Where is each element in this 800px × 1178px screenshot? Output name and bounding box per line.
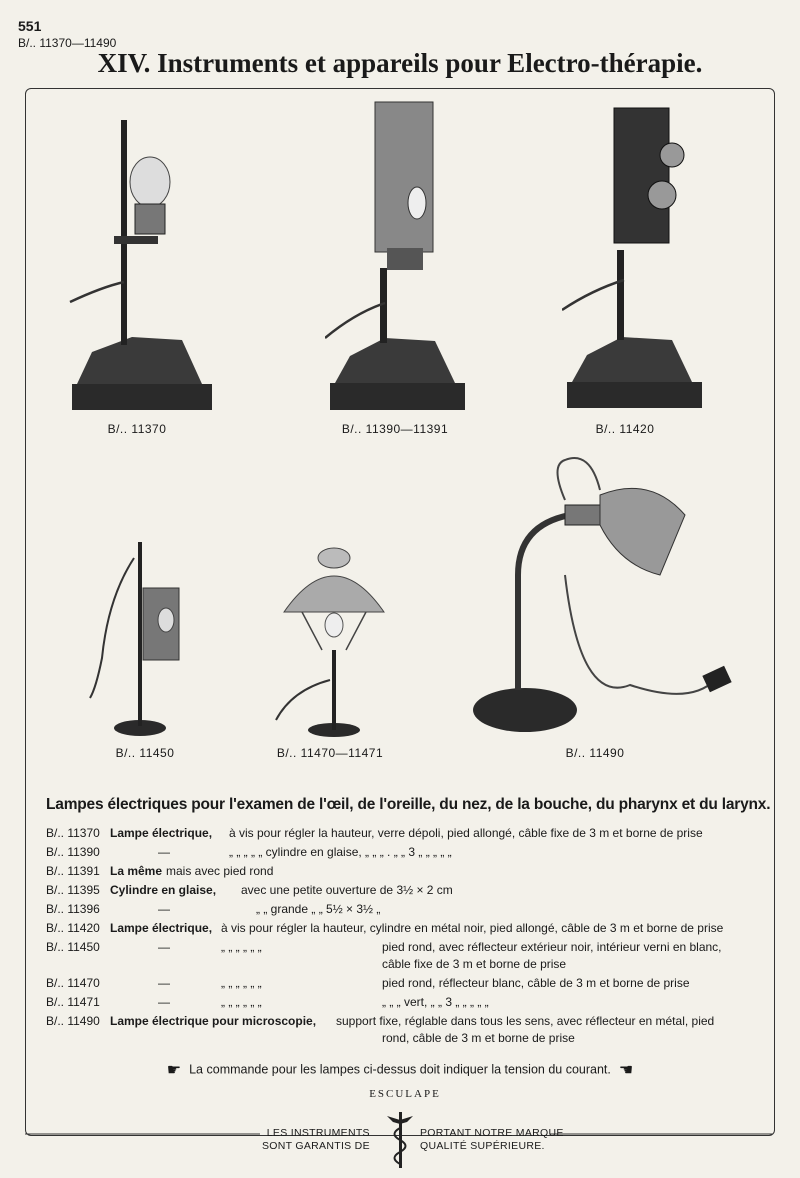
pointing-hand-icon: ☚ — [618, 1062, 634, 1079]
lamp-reflector-icon — [88, 538, 188, 738]
list-item — [46, 883, 771, 902]
item-name: Lampe électrique, — [110, 921, 213, 935]
figure-caption: B/.. 11390—11391 — [341, 422, 449, 436]
item-dash: — — [158, 940, 170, 954]
list-item — [46, 845, 771, 864]
reference-range: B/.. 11370—11490 — [18, 36, 117, 50]
item-reference: B/.. 11490 — [46, 1014, 100, 1028]
product-list — [46, 826, 771, 1050]
item-reference: B/.. 11450 — [46, 940, 100, 954]
item-description: à vis pour régler la hauteur, cylindre en métal noir, pied allongé, câble de 3 m et borne de prise — [221, 921, 724, 935]
item-reference: B/.. 11470 — [46, 976, 100, 990]
item-name: Cylindre en glaise, — [110, 883, 217, 897]
item-reference: B/.. 11395 — [46, 883, 100, 897]
lamp-clay-cylinder-icon — [325, 98, 475, 418]
footer-left-line1: LES INSTRUMENTS — [266, 1127, 370, 1139]
item-description: à vis pour régler la hauteur, verre dépoli, pied allongé, câble fixe de 3 m et borne de prise — [229, 826, 703, 840]
item-ditto: „ „ „ „ „ „ — [221, 940, 262, 954]
figure-caption: B/.. 11470—11471 — [276, 746, 384, 760]
lamp-metal-cylinder-icon — [562, 100, 712, 415]
list-item — [46, 995, 771, 1014]
item-description: pied rond, avec réflecteur extérieur noir, intérieur verni en blanc, — [382, 940, 722, 954]
item-reference: B/.. 11471 — [46, 995, 100, 1009]
item-description: „ „ „ vert, „ „ 3 „ „ „ „ „ — [382, 995, 489, 1009]
figure-caption: B/.. 11420 — [595, 422, 655, 436]
item-name: La même — [110, 864, 163, 878]
item-dash: — — [158, 976, 170, 990]
footer-right — [420, 1127, 564, 1153]
microscope-lamp-icon — [470, 455, 740, 740]
list-item — [46, 902, 771, 921]
item-dash: — — [158, 902, 170, 916]
footer-left — [262, 1127, 370, 1153]
figure-caption: B/.. 11450 — [115, 746, 175, 760]
footer-right-line2: QUALITÉ SUPÉRIEURE. — [420, 1140, 545, 1152]
list-item — [46, 976, 771, 995]
section-heading: Lampes électriques pour l'examen de l'œil, de l'oreille, du nez, de la bouche, du pharynx et du larynx. — [46, 796, 771, 813]
lamp-bulb-stand-icon — [62, 112, 222, 422]
list-item — [46, 826, 771, 845]
item-description: „ „ „ „ „ cylindre en glaise, „ „ „ . „ „ 3 „ „ „ „ „ — [229, 845, 452, 859]
item-description: pied rond, réflecteur blanc, câble de 3 m et borne de prise — [382, 976, 690, 990]
page-number: 551 — [18, 18, 42, 34]
footer-right-line1: PORTANT NOTRE MARQUE — [420, 1127, 564, 1139]
item-name: Lampe électrique, — [110, 826, 213, 840]
order-note-text: La commande pour les lampes ci-dessus doit indiquer la tension du courant. — [189, 1062, 611, 1077]
item-description: avec une petite ouverture de 3½ × 2 cm — [241, 883, 453, 897]
brand-logo-text: ESCULAPE — [369, 1088, 441, 1100]
item-description-continued: câble fixe de 3 m et borne de prise — [382, 957, 567, 971]
item-reference: B/.. 11390 — [46, 845, 100, 859]
item-description: mais avec pied rond — [166, 864, 274, 878]
list-item — [46, 864, 771, 883]
figure-caption: B/.. 11370 — [107, 422, 167, 436]
caduceus-logo-icon — [385, 1108, 415, 1170]
item-dash: — — [158, 995, 170, 1009]
item-description-continued: rond, câble de 3 m et borne de prise — [382, 1031, 575, 1045]
item-reference: B/.. 11370 — [46, 826, 100, 840]
figure-caption: B/.. 11490 — [565, 746, 625, 760]
pointing-hand-icon: ☛ — [166, 1062, 182, 1079]
footer-left-line2: SONT GARANTIS DE — [262, 1140, 370, 1152]
item-reference: B/.. 11420 — [46, 921, 100, 935]
item-dash: — — [158, 845, 170, 859]
item-name: Lampe électrique pour microscopie, — [110, 1014, 317, 1028]
list-item — [46, 940, 771, 976]
list-item — [46, 1014, 771, 1050]
list-item — [46, 921, 771, 940]
page-title: XIV. Instruments et appareils pour Electro-thérapie. — [97, 48, 703, 78]
item-description: „ „ grande „ „ 5½ × 3½ „ — [256, 902, 381, 916]
item-reference: B/.. 11391 — [46, 864, 100, 878]
lamp-dome-shade-icon — [272, 540, 392, 740]
item-ditto: „ „ „ „ „ „ — [221, 976, 262, 990]
item-reference: B/.. 11396 — [46, 902, 100, 916]
order-note — [0, 1060, 800, 1080]
item-description: support fixe, réglable dans tous les sens, avec réflecteur en métal, pied — [336, 1014, 715, 1028]
item-ditto: „ „ „ „ „ „ — [221, 995, 262, 1009]
